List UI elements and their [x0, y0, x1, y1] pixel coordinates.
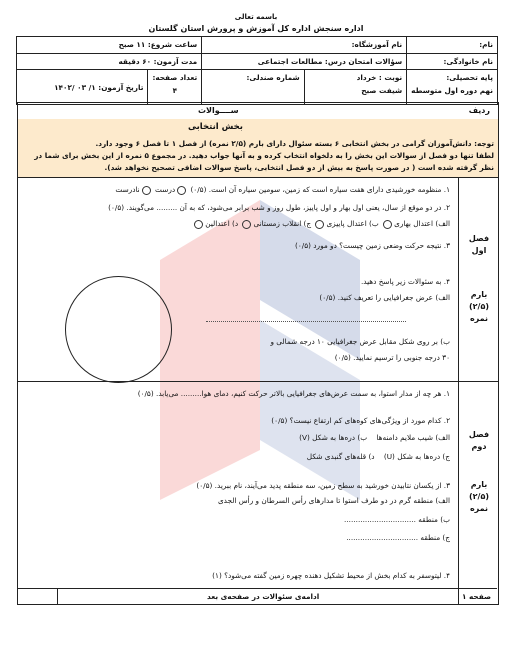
question-2-options: الف) اعتدال بهاری ب) اعتدال پاییزی ج) انقلاب زمستانی د) اعتدالین	[192, 219, 450, 229]
option-radio[interactable]	[242, 220, 251, 229]
duration: مدت آزمون: ۶۰ دقیقه	[17, 53, 202, 70]
section-one-score: بارم (۲/۵) نمره	[469, 290, 489, 323]
exam-info-table	[16, 36, 498, 105]
page-count: تعداد صفحه: ۴	[148, 70, 202, 105]
option-radio[interactable]	[194, 220, 203, 229]
questions-box	[17, 102, 499, 605]
question-8: ۴. لیتوسفر به کدام بخش از محیط تشکیل دهنده چهره زمین گفته می‌شود؟ (۱)	[212, 571, 450, 580]
page-number: صفحه ۱	[462, 592, 491, 601]
answer-line[interactable]	[206, 321, 406, 322]
column-header	[18, 103, 498, 120]
school-label: نام آموزشگاه:	[202, 37, 407, 54]
section-one-label: فصل اول	[468, 234, 490, 255]
question-6: ۲. کدام مورد از ویژگی‌های کوه‌های کم ارتفاع نیست؟ (۰/۵)	[271, 416, 450, 425]
family-label: نام خانوادگی:	[407, 53, 498, 70]
question-4-b: ب) بر روی شکل مقابل عرض جغرافیایی ۱۰ درجه شمالی و	[270, 337, 450, 346]
globe-circle[interactable]	[65, 276, 172, 383]
session-info: نوبت : خرداد شیفت صبح شماره صندلی:	[202, 70, 407, 105]
question-5: ۱. هر چه از مدار استوا، به سمت عرض‌های جغرافیایی بالاتر حرکت کنیم، دمای هوا......... می‌یابد. (۰/۵)	[137, 389, 450, 398]
question-3: ۳. نتیجه حرکت وضعی زمین چیست؟ دو مورد (۰/۵)	[294, 241, 450, 250]
row-label: ردیف	[468, 106, 490, 115]
question-7-b: ج) منطقه ...............................	[346, 533, 450, 542]
instructions-section	[18, 119, 498, 178]
name-label: نام:	[407, 37, 498, 54]
start-time: ساعت شروع: ۱۱ صبح	[17, 37, 202, 54]
institution-title: اداره سنجش اداره کل آموزش و پرورش استان گلستان	[148, 24, 364, 33]
question-6-options-ab: الف) شیب ملایم دامنه‌ها ب) دره‌ها به شکل (V)	[299, 433, 450, 442]
section-two	[18, 381, 498, 589]
option-radio[interactable]	[383, 220, 392, 229]
option-radio[interactable]	[315, 220, 324, 229]
question-6-options-cd: ج) دره‌ها به شکل (U) د) قله‌های گنبدی شکل	[306, 452, 450, 461]
basmala: باسمه تعالی	[234, 13, 278, 21]
section-two-score: بارم (۲/۵) نمره	[469, 480, 489, 513]
question-4: ۴. به سئوالات زیر پاسخ دهید.	[360, 277, 450, 286]
subject-info: سؤالات امتحان درس: مطالعات اجتماعی	[202, 53, 407, 70]
exam-date: تاریخ آزمون: ۱/ ۰۳ /۱۴۰۲	[17, 70, 148, 105]
question-4-b-cont: ۳۰ درجه جنوبی را ترسیم نمایید. (۰/۵)	[334, 353, 450, 362]
continue-note: ادامه‌ی سئوالات در صفحه‌ی بعد	[207, 592, 320, 601]
selective-title: بخش انتخابی	[188, 122, 243, 132]
option-radio[interactable]	[142, 186, 151, 195]
grade-info: پایه تحصیلی: نهم دوره اول متوسطه	[407, 70, 498, 105]
questions-title: ســــوالات	[198, 106, 239, 115]
instruction-line: توجه: دانش‌آموزان گرامی در بخش انتخابی ۶ بسته سئوال دارای بارم (۲/۵ نمره) از فصل ۱ تا فصل ۶ وجود دارد.	[95, 139, 494, 148]
section-two-label: فصل دوم	[468, 430, 490, 451]
question-7-a: ب) منطقه ...............................	[344, 515, 450, 524]
question-4-a: الف) عرض جغرافیایی را تعریف کنید. (۰/۵)	[319, 293, 450, 302]
instruction-line: نظر گرفته شده است ( در صورت پاسخ به بیش از دو فصل انتخابی، پاسخ سوالات اضافی تصحیح نخواهد شد).	[104, 163, 494, 172]
question-2: ۲. در دو موقع از سال، یعنی اول بهار و اول پاییز، طول روز و شب برابر می‌شود، که به آن ......... می‌گویند. (۰/۵)	[108, 203, 450, 212]
question-7-cont: الف) منطقه گرم در دو طرف استوا تا مدارهای رأس السرطان و رأس الجدی	[217, 496, 450, 505]
page-footer	[17, 588, 497, 604]
question-1: ۱. منظومه خورشیدی دارای هفت سیاره است که زمین، سومین سیاره آن است. (۰/۵) درست نادرست	[115, 185, 450, 194]
option-radio[interactable]	[177, 186, 186, 195]
question-7: ۳. از یکسان نتابیدن خورشید به سطح زمین، سه منطقه پدید می‌آیند، نام ببرید. (۰/۵)	[196, 481, 450, 490]
instruction-line: لطفا تنها دو فصل از سوالات این بخش را به دلخواه انتخاب کرده و به آنها جواب دهید. در مجموع ۵ نمره از این بخش برای شما در	[34, 151, 494, 160]
